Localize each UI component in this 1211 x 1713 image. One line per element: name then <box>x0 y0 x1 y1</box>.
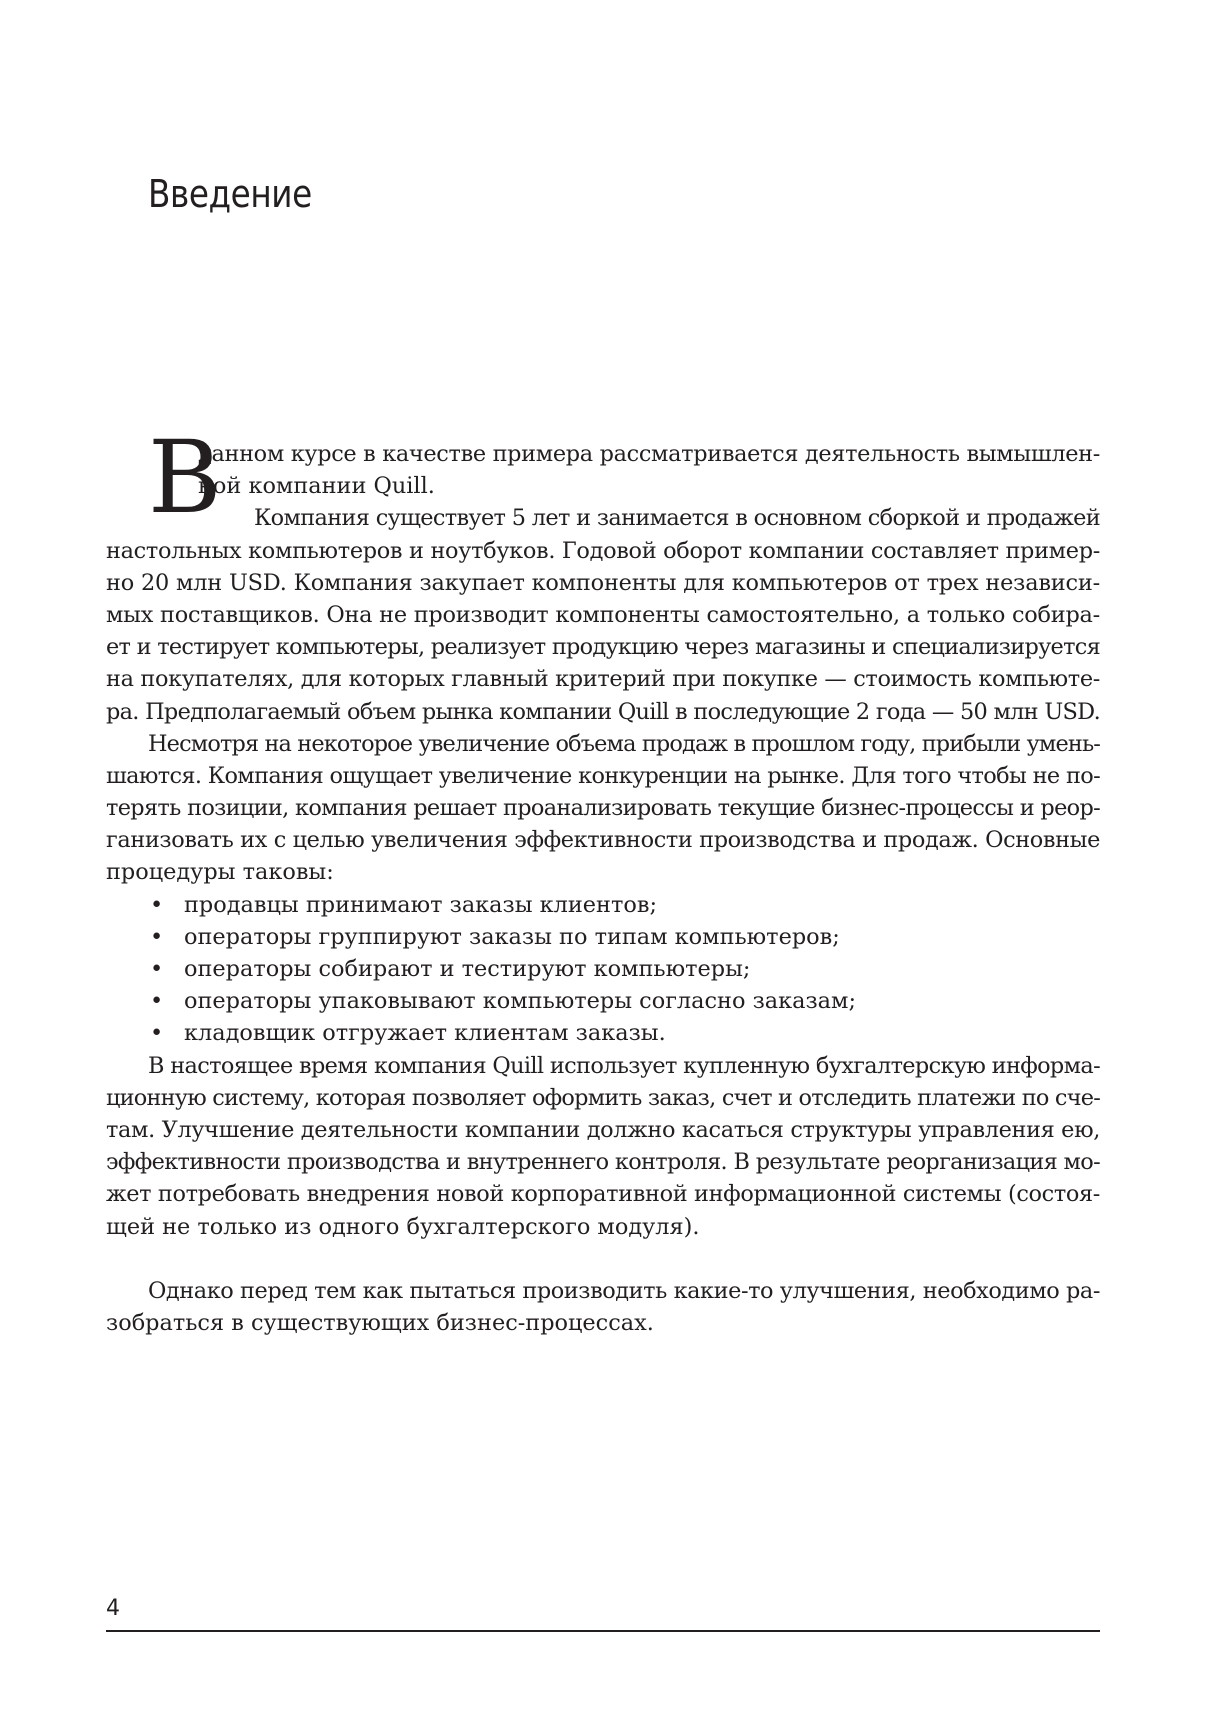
procedures-list <box>106 889 1100 1050</box>
chapter-title: Введение <box>148 172 312 216</box>
text-line: жет потребовать внедрения новой корпоративной информационной системы (состоя- <box>106 1181 1100 1208</box>
text-line: ной компании Quill. <box>198 473 435 500</box>
list-item <box>106 985 1100 1017</box>
bullet-icon: • <box>150 988 164 1015</box>
list-item-text: кладовщик отгружает клиентам заказы. <box>184 1020 666 1047</box>
body-text <box>106 419 1101 1339</box>
text-line: ционную систему, которая позволяет оформить заказ, счет и отследить платежи по сче- <box>106 1084 1100 1111</box>
text-line: шаются. Компания ощущает увеличение конкуренции на рынке. Для того чтобы не по- <box>106 762 1100 789</box>
paragraph-intro <box>106 419 1101 728</box>
bullet-icon: • <box>150 891 164 918</box>
bullet-icon: • <box>150 923 164 950</box>
text-line: ра. Предполагаемый объем рынка компании Quill в последующие 2 года — 50 млн USD. <box>106 698 1100 725</box>
text-line: на покупателях, для которых главный критерий при покупке — стоимость компьюте- <box>106 666 1100 693</box>
drop-cap: В <box>148 419 222 536</box>
list-item-text: операторы группируют заказы по типам компьютеров; <box>184 923 840 950</box>
list-item-text: операторы упаковывают компьютеры согласно заказам; <box>184 988 856 1015</box>
text-line: настольных компьютеров и ноутбуков. Годовой оборот компании составляет пример- <box>106 537 1100 564</box>
text-line: эффективности производства и внутреннего контроля. В результате реорганизация мо- <box>106 1149 1100 1176</box>
text-line: там. Улучшение деятельности компании должно касаться структуры управления ею, <box>106 1116 1100 1143</box>
list-item-text: операторы собирают и тестируют компьютеры; <box>184 956 751 982</box>
text-line: зобраться в существующих бизнес-процессах. <box>106 1310 654 1337</box>
paragraph-gap <box>106 1243 1100 1275</box>
list-item <box>106 921 1100 953</box>
footer-divider <box>106 1630 1100 1632</box>
text-line: Однако перед тем как пытаться производить какие-то улучшения, необходимо ра- <box>148 1277 1100 1304</box>
text-line: мых поставщиков. Она не производит компоненты самостоятельно, а только собира- <box>106 601 1100 628</box>
bullet-icon: • <box>150 956 164 982</box>
page-number: 4 <box>106 1596 120 1621</box>
text-line: ганизовать их с целью увеличения эффективности производства и продаж. Основные <box>106 827 1100 854</box>
list-item <box>106 889 1100 921</box>
text-line: Несмотря на некоторое увеличение объема продаж в прошлом году, прибыли умень- <box>148 730 1100 757</box>
text-line: В настоящее время компания Quill использует купленную бухгалтерскую информа- <box>148 1052 1100 1079</box>
paragraph-conclusion <box>106 1275 1100 1339</box>
text-line: Компания существует 5 лет и занимается в основном сборкой и продажей <box>254 505 1101 532</box>
paragraph-sales <box>106 728 1100 889</box>
text-line: данном курсе в качестве примера рассматривается деятельность вымышлен- <box>198 441 1100 467</box>
list-item <box>106 953 1100 985</box>
bullet-icon: • <box>150 1020 164 1047</box>
text-line: процедуры таковы: <box>106 859 334 886</box>
list-item <box>106 1017 1100 1049</box>
text-line: терять позиции, компания решает проанализировать текущие бизнес-процессы и реор- <box>106 795 1100 822</box>
paragraph-system <box>106 1050 1100 1243</box>
text-line: ет и тестирует компьютеры, реализует продукцию через магазины и специализируется <box>106 634 1100 661</box>
text-line: но 20 млн USD. Компания закупает компоненты для компьютеров от трех независи- <box>106 569 1100 596</box>
text-line: щей не только из одного бухгалтерского модуля). <box>106 1213 700 1240</box>
list-item-text: продавцы принимают заказы клиентов; <box>184 891 657 918</box>
